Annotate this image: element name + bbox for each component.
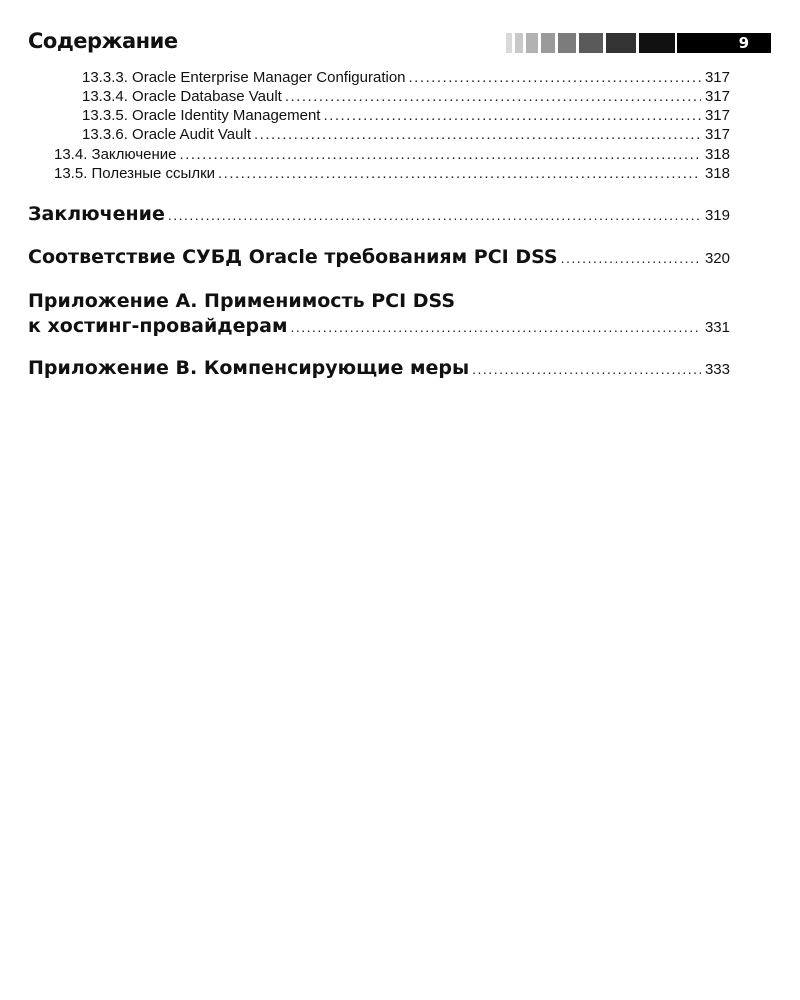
header-gradient-bar	[506, 33, 771, 53]
toc-entry-title: 13.3.3. Oracle Enterprise Manager Configuration	[82, 69, 406, 86]
dot-leader	[285, 88, 701, 105]
running-title: Содержание	[28, 29, 178, 53]
toc-entry-page: 317	[704, 126, 730, 143]
toc-chapter-title: Заключение	[28, 203, 165, 225]
toc-entry	[54, 146, 730, 163]
dot-leader	[168, 207, 701, 223]
toc-chapter-page: 319	[704, 207, 730, 224]
toc-chapter	[28, 246, 730, 268]
toc-entry-title: 13.3.5. Oracle Identity Management	[82, 107, 321, 124]
toc-entry-page: 317	[704, 69, 730, 86]
dot-leader	[290, 319, 701, 335]
toc-chapter	[28, 203, 730, 225]
toc-entry-page: 317	[704, 88, 730, 105]
toc-entry	[82, 88, 730, 105]
toc-chapter-page: 320	[704, 250, 730, 267]
toc-entry	[82, 107, 730, 124]
toc-chapter-title-line1: Приложение А. Применимость PCI DSS	[28, 290, 456, 312]
dot-leader	[323, 107, 700, 124]
page-number: 9	[677, 33, 771, 53]
bar-segment	[639, 33, 675, 53]
dot-leader	[180, 146, 701, 163]
bar-segment	[558, 33, 576, 53]
toc-entry-page: 318	[704, 146, 730, 163]
toc-entry-page: 317	[704, 107, 730, 124]
bar-segment	[515, 33, 523, 53]
bar-segment	[526, 33, 538, 53]
toc-entry-page: 318	[704, 165, 730, 182]
dot-leader	[254, 126, 701, 143]
toc-entry	[82, 126, 730, 143]
toc-entry-title: 13.4. Заключение	[54, 146, 177, 163]
toc-chapter-title: Приложение B. Компенсирующие меры	[28, 357, 470, 379]
dot-leader	[561, 250, 701, 266]
dot-leader	[409, 69, 701, 86]
toc-chapter-title: Соответствие СУБД Oracle требованиям PCI DSS	[28, 246, 558, 268]
bar-segment	[606, 33, 636, 53]
bar-segment	[506, 33, 512, 53]
toc-entry	[82, 69, 730, 86]
dot-leader	[472, 361, 701, 377]
toc-chapter-page: 333	[704, 361, 730, 378]
toc-entry-title: 13.5. Полезные ссылки	[54, 165, 216, 182]
bar-segment	[541, 33, 555, 53]
toc-entry-title: 13.3.4. Oracle Database Vault	[82, 88, 282, 105]
bar-segment	[579, 33, 603, 53]
toc-chapter	[28, 315, 730, 337]
toc-entry	[54, 165, 730, 182]
dot-leader	[218, 165, 701, 182]
toc-chapter-title: к хостинг-провайдерам	[28, 315, 288, 337]
toc-chapter-page: 331	[704, 319, 730, 336]
toc-chapter	[28, 357, 730, 379]
toc-entry-title: 13.3.6. Oracle Audit Vault	[82, 126, 251, 143]
